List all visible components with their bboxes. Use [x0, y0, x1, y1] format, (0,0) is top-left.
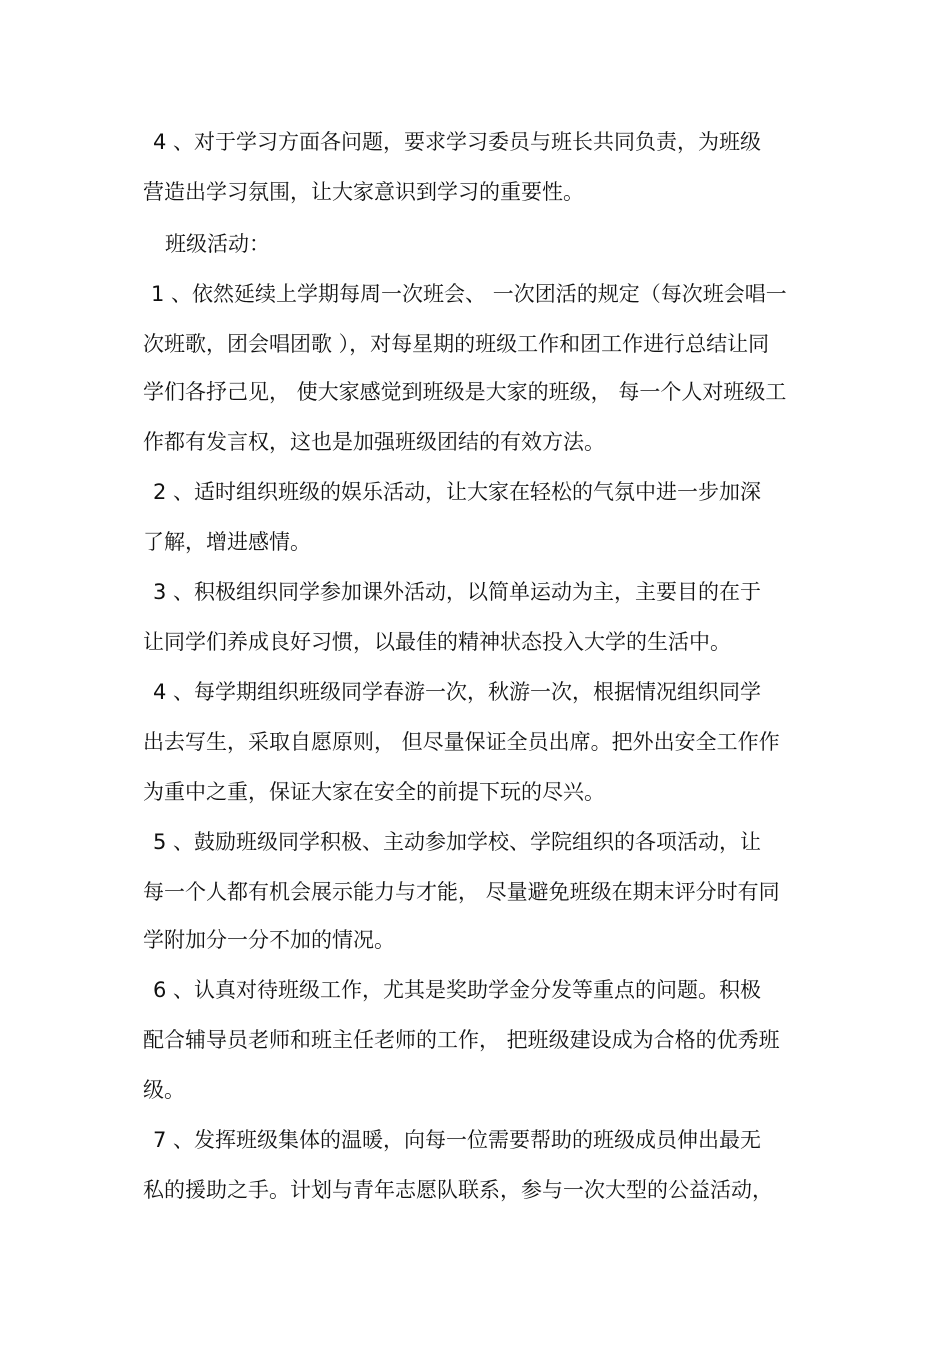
text-line: 每一个人都有机会展示能力与才能， 尽量避免班级在期末评分时有同	[143, 880, 780, 904]
text-line: 了解，增进感情。	[143, 530, 311, 554]
section-heading: 班级活动：	[165, 232, 270, 256]
text-line: 2 、适时组织班级的娱乐活动，让大家在轻松的气氛中进一步加深	[153, 480, 762, 504]
text-line: 4 、每学期组织班级同学春游一次，秋游一次，根据情况组织同学	[153, 680, 762, 704]
text-line: 出去写生，采取自愿原则， 但尽量保证全员出席。把外出安全工作作	[143, 730, 780, 754]
text-line: 6 、认真对待班级工作，尤其是奖助学金分发等重点的问题。积极	[153, 978, 762, 1002]
text-line: 私的援助之手。计划与青年志愿队联系，参与一次大型的公益活动，	[143, 1178, 773, 1202]
text-line: 配合辅导员老师和班主任老师的工作， 把班级建设成为合格的优秀班	[143, 1028, 780, 1052]
text-line: 为重中之重，保证大家在安全的前提下玩的尽兴。	[143, 780, 605, 804]
text-line: 学们各抒己见， 使大家感觉到班级是大家的班级， 每一个人对班级工	[143, 380, 787, 404]
text-line: 让同学们养成良好习惯，以最佳的精神状态投入大学的生活中。	[143, 630, 731, 654]
text-line: 1 、依然延续上学期每周一次班会、 一次团活的规定（每次班会唱一	[151, 282, 787, 306]
text-line: 营造出学习氛围，让大家意识到学习的重要性。	[143, 180, 584, 204]
text-line: 5 、鼓励班级同学积极、主动参加学校、学院组织的各项活动，让	[153, 830, 762, 854]
text-line: 3 、积极组织同学参加课外活动，以简单运动为主，主要目的在于	[153, 580, 762, 604]
text-line: 级。	[143, 1078, 185, 1102]
text-line: 次班歌，团会唱团歌 ），对每星期的班级工作和团工作进行总结让同	[143, 332, 770, 356]
text-line: 学附加分一分不加的情况。	[143, 928, 395, 952]
text-line: 7 、发挥班级集体的温暖，向每一位需要帮助的班级成员伸出最无	[153, 1128, 762, 1152]
text-line: 作都有发言权，这也是加强班级团结的有效方法。	[143, 430, 605, 454]
text-line: 4 、对于学习方面各问题，要求学习委员与班长共同负责，为班级	[153, 130, 762, 154]
